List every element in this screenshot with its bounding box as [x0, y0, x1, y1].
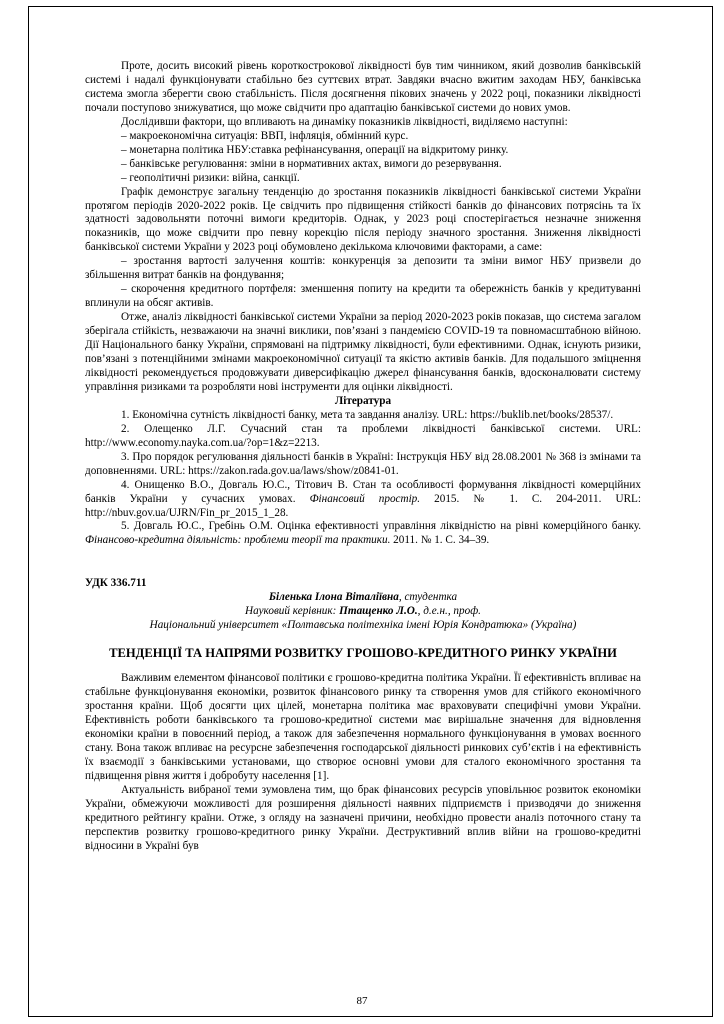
page-content: [85, 60, 641, 854]
paragraph-article-1: Важливим елементом фінансової політики є грошово-кредитна політика України. Її ефективність впливає на стабільне функціонування економіки, розвиток фінансового ринку та створення умов для стійкого економічного зростання країни. Щоб досягти цих цілей, монетарна політика має враховувати специфічні умови України. Ефективність роботи банківського та грошово-кредитної системи має вирішальне значення для відновлення економіки країни в повоєнний період, а також для забезпечення нормального функціонування в умовах воєнного стану. Вона також впливає на ресурсне забезпечення господарської діяльності ринкових суб’єктів і на ефективність їх взаємодії з банківськими установами, що створює основні умови для сталого економічного зростання та підвищення рівня життя і добробуту населення [1].: [85, 672, 641, 782]
factor-list-item: – банківське регулювання: зміни в нормативних актах, вимоги до резервування.: [121, 157, 502, 170]
paragraph-conclusion: Отже, аналіз ліквідності банківської системи України за період 2020-2023 років показав, що система загалом зберігала стійкість, незважаючи на значні виклики, пов’язані з пандемією COVID-19 та повномасштабною війною. Дії Національного банку України, спрямовані на підтримку ліквідності, були ефективними. Однак, існують ризики, пов’язані з потенційними змінами макроекономічної ситуації та якістю активів банків. Для подальшого зміцнення ліквідності рекомендується продовжувати диверсифікацію джерел фінансування банків, вдосконалювати систему управління ризиками та розробляти нові інструменти для оцінки ліквідності.: [85, 311, 641, 393]
advisor-degree: , д.е.н., проф.: [417, 605, 481, 618]
reference-text: 4. Онищенко В.О., Довгаль Ю.С., Тітович В. Стан та особливості формування ліквідності комерційних банків України у сучасних умовах.: [85, 478, 641, 505]
factor-list-item: – макроекономічна ситуація: ВВП, інфляція, обмінний курс.: [121, 129, 409, 142]
reference-item: [85, 479, 641, 521]
factor-list-item: – геополітичні ризики: війна, санкції.: [121, 171, 300, 184]
journal-title: Фінансово-кредитна діяльність: проблеми теорії та практики.: [85, 534, 391, 547]
paragraph-factors-lead: Дослідивши фактори, що впливають на динаміку показників ліквідності, виділяємо наступні:: [121, 115, 568, 128]
page-number: 87: [356, 995, 368, 1007]
author-role: , студентка: [398, 591, 458, 604]
reference-text: 2011. № 1. С. 34–39.: [390, 534, 490, 547]
advisor-prefix: Науковий керівник:: [245, 605, 340, 618]
article-title: ТЕНДЕНЦІЇ ТА НАПРЯМИ РОЗВИТКУ ГРОШОВО-КРЕДИТНОГО РИНКУ УКРАЇНИ: [109, 646, 617, 661]
reference-item: 1. Економічна сутність ліквідності банку, мета та завдання аналізу. URL: https://buklib.net/books/28537/.: [121, 408, 614, 421]
reason-list-item: – скорочення кредитного портфеля: зменшення попиту на кредити та обережність банків у кредитуванні вплинули на обсяг активів.: [85, 283, 641, 310]
reference-item: 2. Олещенко Л.Г. Сучасний стан та проблеми ліквідності банківської системи. URL: http://www.economy.nayka.com.ua/?op=1&z=2213.: [85, 422, 641, 449]
paragraph-graph-analysis: Графік демонструє загальну тенденцію до зростання показників ліквідності банківської системи України протягом періодів 2020-2022 років. Це свідчить про підвищення стійкості банків до фінансових потрясінь та їх здатності задовольняти поточні вимоги кредиторів. Однак, у 2023 році спостерігається незначне зниження показників, що може свідчити про певну корекцію після періоду значного зростання. Зниження ліквідності банківської системи України у 2023 році обумовлено декількома ключовими факторами, а саме:: [85, 185, 641, 254]
literature-heading: Література: [334, 394, 392, 407]
advisor-name: Птащенко Л.О.: [339, 605, 418, 618]
paragraph-article-2: Актуальність вибраної теми зумовлена тим, що брак фінансових ресурсів уповільнює розвиток економіки України, обмежуючи можливості для розширення діяльності наявних підприємств і призводячи до зниження кредитного рейтингу країни. Отже, з огляду на зазначені причини, необхідно провести аналіз поточного стану та перспектив розвитку грошово-кредитного ринку України. Деструктивний вплив війни на грошово-кредитні відносини в Україні був: [85, 783, 641, 852]
paragraph-liquidity-intro: Проте, досить високий рівень короткострокової ліквідності був тим чинником, який дозволив банківській системі і надалі функціонувати стабільно без суттєвих втрат. Завдяки вчасно вжитим заходам НБУ, банківська система змогла зберегти свою стабільність. Після досягнення пікових значень у 2022 році, показники ліквідності почали поступово знижуватися, що може свідчити про адаптацію банківської системи до нових умов.: [85, 60, 641, 114]
udc-label: УДК 336.711: [85, 577, 147, 590]
reference-item: [85, 520, 641, 548]
reference-text: 5. Довгаль Ю.С., Гребінь О.М. Оцінка ефективності управління ліквідністю на рівні комерційного банку.: [121, 520, 641, 533]
advisor-line: [85, 605, 641, 619]
reference-item: 3. Про порядок регулювання діяльності банків в Україні: Інструкція НБУ від 28.08.2001 № 368 із змінами та доповненнями. URL: https://zakon.rada.gov.ua/laws/show/z0841-01.: [85, 450, 641, 477]
reference-text: 2015. № 1. С. 204-2011. URL: http://nbuv.gov.ua/UJRN/Fin_pr_2015_1_28.: [85, 492, 641, 519]
affiliation-line: Національний університет «Полтавська політехніка імені Юрія Кондратюка» (Україна): [149, 619, 577, 632]
reason-list-item: – зростання вартості залучення коштів: конкуренція за депозити та зміни вимог НБУ призвели до збільшення витрат банків на фондування;: [85, 255, 641, 282]
factor-list-item: – монетарна політика НБУ:ставка рефінансування, операції на відкритому ринку.: [121, 143, 509, 156]
author-name: Біленька Ілона Віталіївна: [268, 591, 399, 604]
author-line: [85, 591, 641, 605]
journal-title: Фінансовий простір.: [309, 492, 421, 505]
